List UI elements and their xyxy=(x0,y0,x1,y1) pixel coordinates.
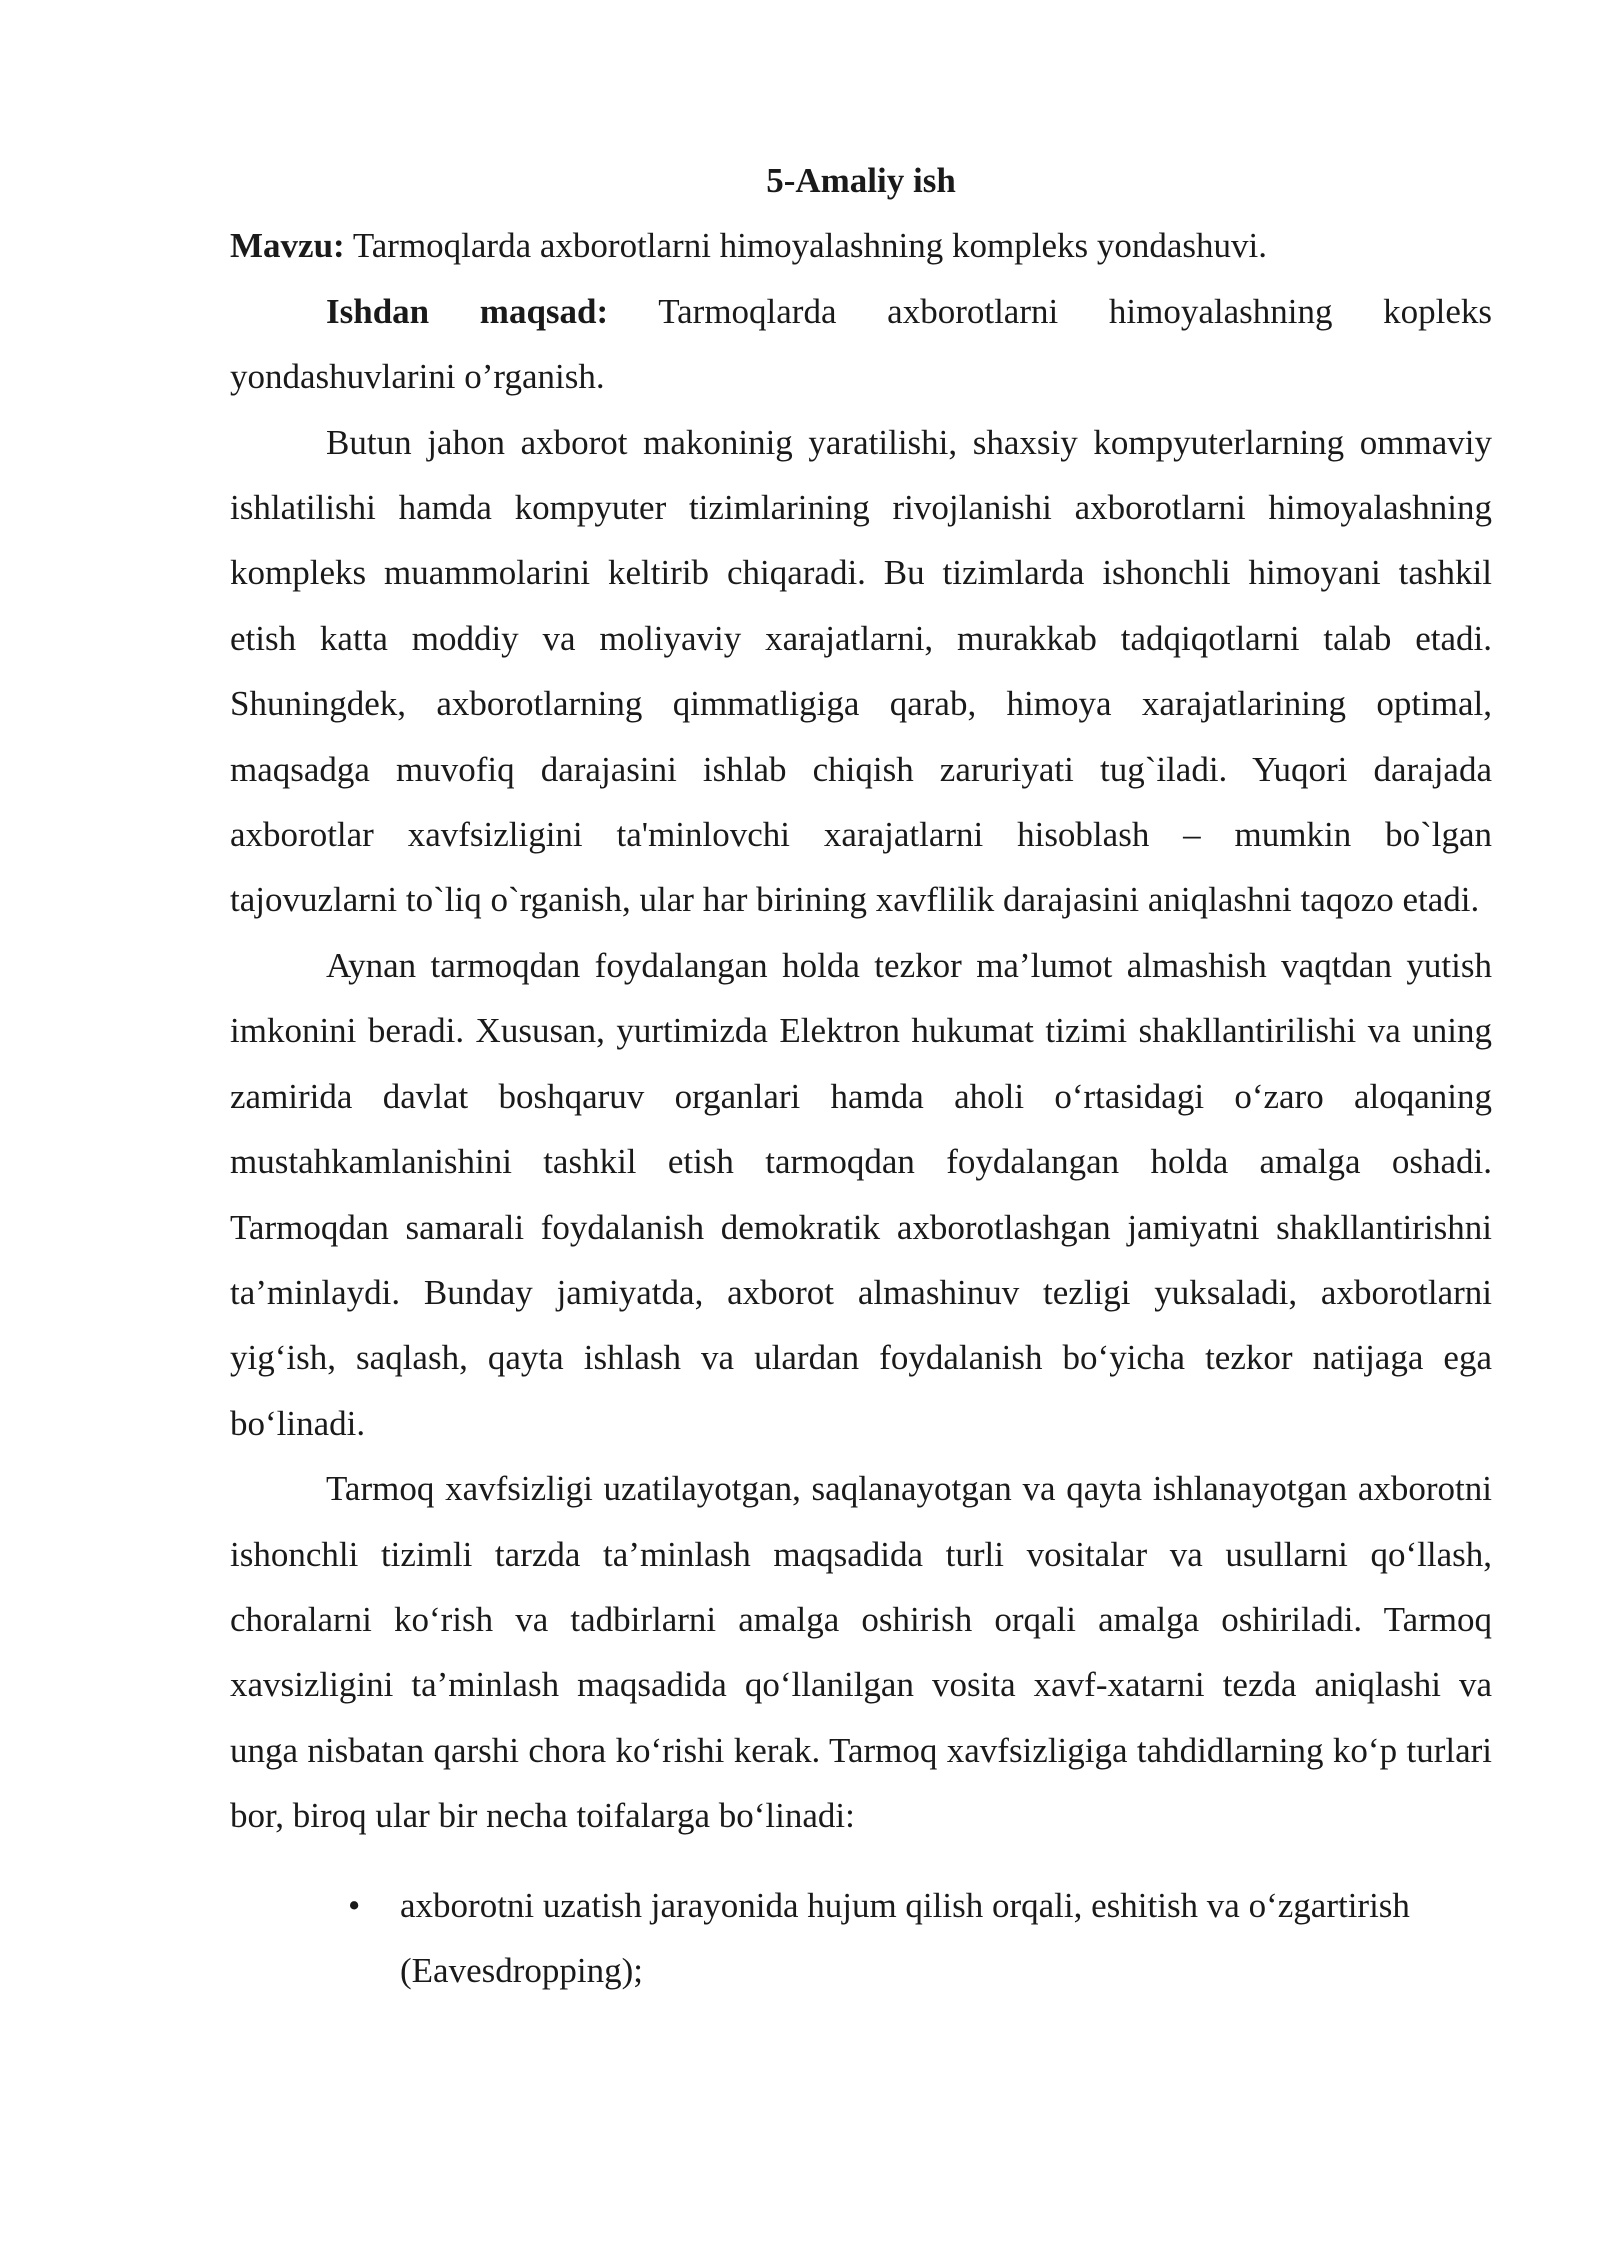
paragraph-1: Butun jahon axborot makoninig yaratilishi, shaxsiy kompyuterlarning ommaviy ishlatilishi hamda kompyuter tizimlarining rivojlanishi axborotlarni himoyalashning kompleks muammolarini keltirib chiqaradi. Bu tizimlarda ishonchli himoyani tashkil etish katta moddiy va moliyaviy xarajatlarni, murakkab tadqiqotlarni talab etadi. Shuningdek, axborotlarning qimmatligiga qarab, himoya xarajatlarining optimal, maqsadga muvofiq darajasini ishlab chiqish zaruriyati tug`iladi. Yuqori darajada axborotlar xavfsizligini ta'minlovchi xarajatlarni hisoblash – mumkin bo`lgan tajovuzlarni to`liq o`rganish, ular har birining xavflilik darajasini aniqlashni taqozo etadi. xyxy=(230,422,1492,920)
list-item xyxy=(348,1873,1492,2004)
goal-line xyxy=(230,279,1492,410)
paragraph-2: Aynan tarmoqdan foydalangan holda tezkor ma’lumot almashish vaqtdan yutish imkonini beradi. Xususan, yurtimizda Elektron hukumat tizimi shakllantirilishi va uning zamirida davlat boshqaruv organlari hamda aholi o‘rtasidagi o‘zaro aloqaning mustahkamlanishini tashkil etish tarmoqdan foydalangan holda amalga oshadi. Tarmoqdan samarali foydalanish demokratik axborotlashgan jamiyatni shakllantirishni ta’minlaydi. Bunday jamiyatda, axborot almashinuv tezligi yuksaladi, axborotlarni yig‘ish, saqlash, qayta ishlash va ulardan foydalanish bo‘yicha tezkor natijaga ega bo‘linadi. xyxy=(230,945,1492,1443)
topic-text: Tarmoqlarda axborotlarni himoyalashning kompleks yondashuvi. xyxy=(352,226,1267,266)
goal-label: Ishdan maqsad: xyxy=(326,291,609,331)
paragraph-3: Tarmoq xavfsizligi uzatilayotgan, saqlanayotgan va qayta ishlanayotgan axborotni ishonchli tizimli tarzda ta’minlash maqsadida turli vositalar va usullarni qo‘llash, choralarni ko‘rish va tadbirlarni amalga oshirish orqali amalga oshiriladi. Tarmoq xavsizligini ta’minlash maqsadida qo‘llanilgan vosita xavf-xatarni tezda aniqlashi va unga nisbatan qarshi chora ko‘rishi kerak. Tarmoq xavfsizligiga tahdidlarning ko‘p turlari bor, biroq ular bir necha toifalarga bo‘linadi: xyxy=(230,1469,1492,1836)
page-title: 5-Amaliy ish xyxy=(766,161,956,200)
topic-label: Mavzu: xyxy=(230,226,345,266)
bullet-icon: • xyxy=(348,1885,361,1925)
threat-list xyxy=(230,1873,1492,2004)
goal-text: Tarmoqlarda axborotlarni himoyalashning kopleks yondashuvlarini o’rganish. xyxy=(230,291,1492,397)
topic-line xyxy=(230,213,1492,278)
document-page xyxy=(230,148,1492,2003)
list-item-text: axborotni uzatish jarayonida hujum qilish orqali, eshitish va o‘zgartirish (Eavesdropping); xyxy=(400,1885,1410,1990)
